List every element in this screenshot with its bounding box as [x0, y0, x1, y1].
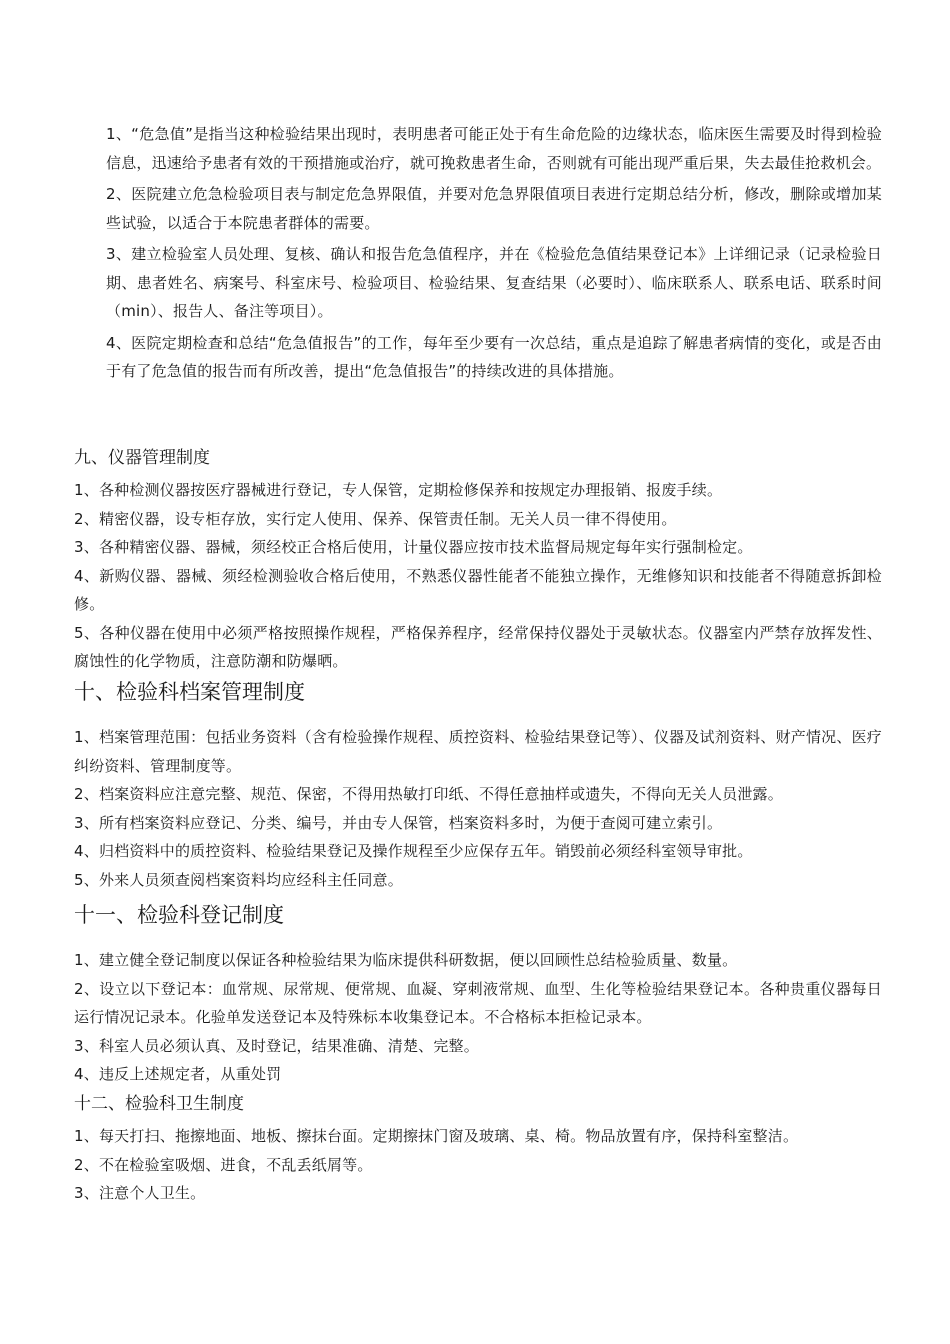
registration-section — [74, 900, 882, 1089]
list-item: 5、各种仪器在使用中必须严格按照操作规程，严格保养程序，经常保持仪器处于灵敏状态。仪器室内严禁存放挥发性、腐蚀性的化学物质，注意防潮和防爆晒。 — [74, 623, 882, 670]
list-item: 3、各种精密仪器、器械，须经校正合格后使用，计量仪器应按市技术监督局规定每年实行强制检定。 — [74, 538, 753, 556]
instrument-management-section — [74, 444, 882, 676]
list-item: 1、建立健全登记制度以保证各种检验结果为临床提供科研数据，便以回顾性总结检验质量、数量。 — [74, 951, 738, 969]
section-heading: 十二、检验科卫生制度 — [74, 1094, 244, 1114]
hygiene-section — [74, 1090, 882, 1208]
critical-value-section — [106, 120, 882, 389]
section-heading: 十一、检验科登记制度 — [74, 903, 284, 927]
list-item: 3、注意个人卫生。 — [74, 1184, 206, 1202]
list-item: 5、外来人员须查阅档案资料均应经科主任同意。 — [74, 870, 403, 889]
paragraph: 2、医院建立危急检验项目表与制定危急界限值，并要对危急界限值项目表进行定期总结分析，修改，删除或增加某些试验，以适合于本院患者群体的需要。 — [106, 185, 882, 232]
list-item: 3、科室人员必须认真、及时登记，结果准确、清楚、完整。 — [74, 1036, 479, 1055]
list-item: 4、新购仪器、器械、须经检测验收合格后使用，不熟悉仪器性能者不能独立操作，无维修知识和技能者不得随意拆卸检修。 — [74, 566, 882, 613]
list-item: 1、各种检测仪器按医疗器械进行登记，专人保管，定期检修保养和按规定办理报销、报废手续。 — [74, 481, 723, 499]
list-item: 4、违反上述规定者，从重处罚 — [74, 1065, 282, 1083]
list-item: 4、归档资料中的质控资料、检验结果登记及操作规程至少应保存五年。销毁前必须经科室领导审批。 — [74, 842, 753, 860]
paragraph: 1、“危急值”是指当这种检验结果出现时，表明患者可能正处于有生命危险的边缘状态，临床医生需要及时得到检验信息，迅速给予患者有效的干预措施或治疗，就可挽救患者生命，否则就有可能出现严重后果，失去最佳抢救机会。 — [106, 125, 882, 172]
section-heading: 九、仪器管理制度 — [74, 448, 210, 468]
list-item: 1、档案管理范围：包括业务资料（含有检验操作规程、质控资料、检验结果登记等）、仪器及试剂资料、财产情况、医疗纠纷资料、管理制度等。 — [74, 728, 882, 775]
list-item: 2、精密仪器，设专柜存放，实行定人使用、保养、保管责任制。无关人员一律不得使用。 — [74, 509, 677, 528]
section-heading: 十、检验科档案管理制度 — [74, 680, 305, 704]
archive-management-section — [74, 677, 882, 894]
list-item: 2、设立以下登记本：血常规、尿常规、便常规、血凝、穿刺液常规、血型、生化等检验结果登记本。各种贵重仪器每日运行情况记录本。化验单发送登记本及特殊标本收集登记本。不合格标本拒检记录本。 — [74, 979, 882, 1026]
list-item: 2、不在检验室吸烟、进食，不乱丢纸屑等。 — [74, 1155, 373, 1174]
list-item: 3、所有档案资料应登记、分类、编号，并由专人保管，档案资料多时，为便于查阅可建立索引。 — [74, 813, 723, 832]
list-item: 2、档案资料应注意完整、规范、保密，不得用热敏打印纸、不得任意抽样或遗失，不得向无关人员泄露。 — [74, 785, 783, 803]
paragraph: 4、医院定期检查和总结“危急值报告”的工作，每年至少要有一次总结，重点是追踪了解患者病情的变化，或是否由于有了危急值的报告而有所改善，提出“危急值报告”的持续改进的具体措施。 — [106, 333, 882, 380]
paragraph: 3、建立检验室人员处理、复核、确认和报告危急值程序，并在《检验危急值结果登记本》上详细记录（记录检验日期、患者姓名、病案号、科室床号、检验项目、检验结果、复查结果（必要时）、临床联系人、联系电话、联系时间（min）、报告人、备注等项目）。 — [106, 245, 882, 320]
list-item: 1、每天打扫、拖擦地面、地板、擦抹台面。定期擦抹门窗及玻璃、桌、椅。物品放置有序，保持科室整洁。 — [74, 1127, 799, 1145]
